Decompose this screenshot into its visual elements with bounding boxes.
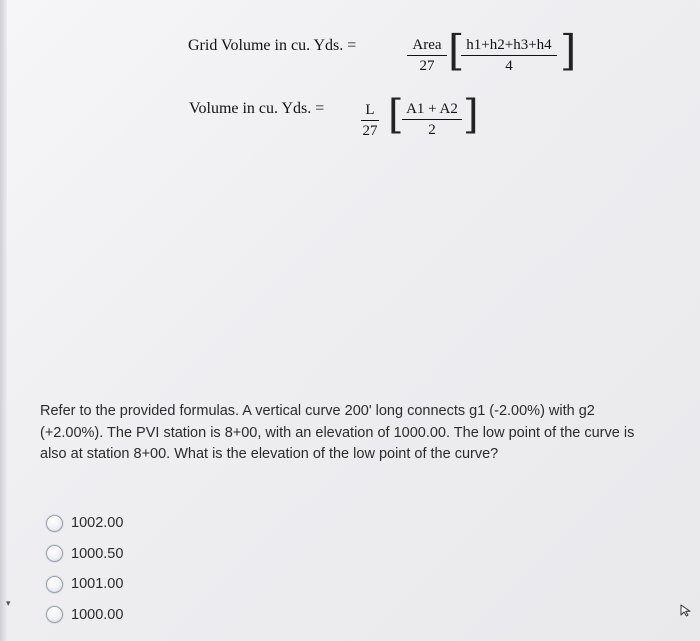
volume-fraction-numerator: L	[361, 102, 379, 121]
grid-volume-heights-divisor: 4	[505, 58, 513, 74]
answer-option[interactable]	[40, 569, 340, 600]
answer-options	[40, 508, 340, 630]
right-bracket: ]	[463, 92, 479, 138]
grid-volume-heights-sum: h1+h2+h3+h4	[461, 37, 557, 56]
radio-button[interactable]	[46, 606, 63, 623]
edge-arrow-icon: ▾	[6, 599, 11, 609]
formula-image	[0, 0, 700, 160]
grid-volume-fraction-denominator: 27	[419, 58, 435, 74]
grid-volume-bracket-fraction	[461, 37, 557, 75]
answer-option-label[interactable]: 1000.00	[71, 606, 124, 623]
radio-button[interactable]	[46, 515, 63, 532]
volume-label: Volume in cu. Yds. =	[189, 100, 325, 117]
right-bracket: ]	[560, 26, 577, 75]
answer-option-label[interactable]: 1001.00	[71, 576, 124, 593]
answer-option[interactable]	[40, 600, 340, 631]
answer-option[interactable]	[40, 508, 340, 539]
volume-fraction	[361, 102, 379, 140]
volume-areas-divisor: 2	[428, 122, 436, 138]
grid-volume-fraction	[407, 37, 447, 75]
answer-option-label[interactable]: 1000.50	[71, 545, 124, 562]
left-bracket: [	[388, 92, 404, 138]
grid-volume-fraction-numerator: Area	[407, 37, 447, 56]
radio-button[interactable]	[46, 576, 63, 593]
volume-areas-sum: A1 + A2	[402, 101, 462, 120]
volume-fraction-denominator: 27	[362, 123, 378, 139]
answer-option-label[interactable]: 1002.00	[71, 515, 124, 532]
answer-option[interactable]	[40, 539, 340, 570]
radio-button[interactable]	[46, 545, 63, 562]
volume-bracket-fraction	[402, 101, 462, 139]
grid-volume-label: Grid Volume in cu. Yds. =	[188, 37, 357, 54]
left-bracket: [	[448, 26, 465, 75]
arrow-cursor-icon	[679, 603, 693, 617]
question-text: Refer to the provided formulas. A vertical curve 200' long connects g1 (-2.00%) with g2 (+2.00%). The PVI station is 8+00, with an elevation of 1000.00. The low point of the curve is also at station 8+00. What is the elevation of the low point of the curve?	[40, 403, 635, 462]
